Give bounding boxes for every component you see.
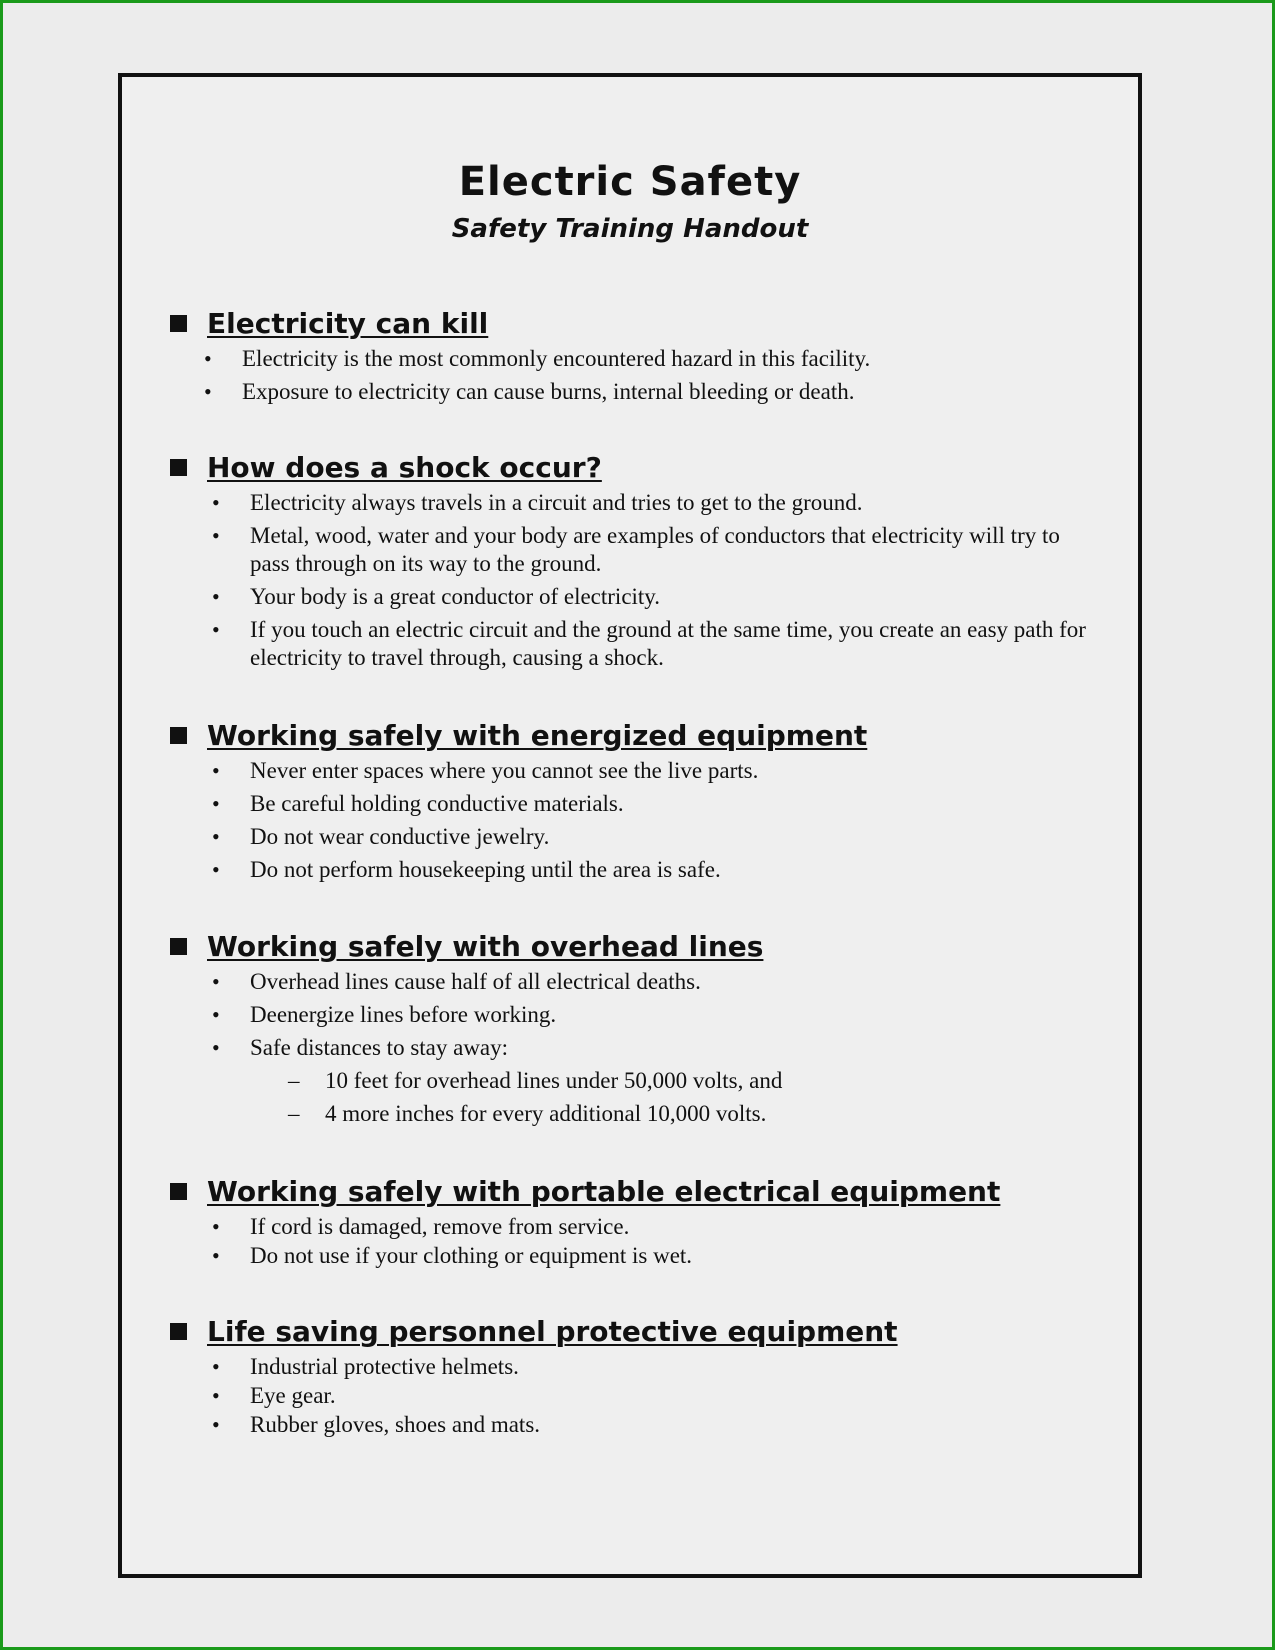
section-heading: Working safely with portable electrical equipment <box>170 1173 1098 1209</box>
square-bullet-icon <box>170 727 187 744</box>
list-item: • Exposure to electricity can cause burns, internal bleeding or death. <box>204 379 855 404</box>
section-portable-equipment <box>170 1173 1098 1270</box>
section-heading: How does a shock occur? <box>170 449 1098 485</box>
list-item: • Electricity always travels in a circuit and tries to get to the ground. <box>212 490 863 515</box>
square-bullet-icon <box>170 1183 187 1200</box>
section-overhead-lines <box>170 928 1098 1128</box>
list-item: • Never enter spaces where you cannot see the live parts. <box>212 758 759 783</box>
list-item: • If cord is damaged, remove from service. <box>212 1214 630 1239</box>
page-title: Electric Safety <box>458 159 802 205</box>
list-item: • Do not wear conductive jewelry. <box>212 824 550 849</box>
section-heading: Life saving personnel protective equipment <box>170 1313 1098 1349</box>
list-item: • Do not perform housekeeping until the area is safe. <box>212 857 721 882</box>
list-item: • Rubber gloves, shoes and mats. <box>212 1412 541 1437</box>
section-protective-equipment <box>170 1313 1098 1439</box>
list-item: • Do not use if your clothing or equipment is wet. <box>212 1243 693 1268</box>
square-bullet-icon <box>170 459 187 476</box>
list-item: • If you touch an electric circuit and the ground at the same time, you create an easy path for electricity to travel through, causing a shock. <box>212 617 1086 670</box>
square-bullet-icon <box>170 315 187 332</box>
section-electricity-can-kill <box>170 305 1098 406</box>
list-item: • Overhead lines cause half of all electrical deaths. <box>212 969 701 994</box>
list-item: • Metal, wood, water and your body are examples of conductors that electricity will try to pass through on its way to the ground. <box>212 523 1060 576</box>
list-item: • Electricity is the most commonly encountered hazard in this facility. <box>204 346 871 371</box>
list-item: • Your body is a great conductor of electricity. <box>212 584 661 609</box>
sub-list-item: – 10 feet for overhead lines under 50,000 volts, and <box>288 1068 783 1093</box>
page-subtitle: Safety Training Handout <box>451 214 809 244</box>
list-item: • Industrial protective helmets. <box>212 1354 519 1379</box>
list-item: • Be careful holding conductive materials. <box>212 791 624 816</box>
section-heading: Electricity can kill <box>170 305 1098 341</box>
list-item: • Eye gear. <box>212 1383 336 1408</box>
list-item: • Deenergize lines before working. <box>212 1002 557 1027</box>
section-heading: Working safely with energized equipment <box>170 717 1098 753</box>
square-bullet-icon <box>170 938 187 955</box>
section-heading: Working safely with overhead lines <box>170 928 1098 964</box>
list-item: • Safe distances to stay away: <box>212 1035 509 1060</box>
sub-list-item: – 4 more inches for every additional 10,000 volts. <box>288 1101 767 1126</box>
square-bullet-icon <box>170 1323 187 1340</box>
section-energized-equipment <box>170 717 1098 884</box>
section-how-does-a-shock-occur <box>170 449 1098 672</box>
handout-frame <box>118 73 1142 1578</box>
